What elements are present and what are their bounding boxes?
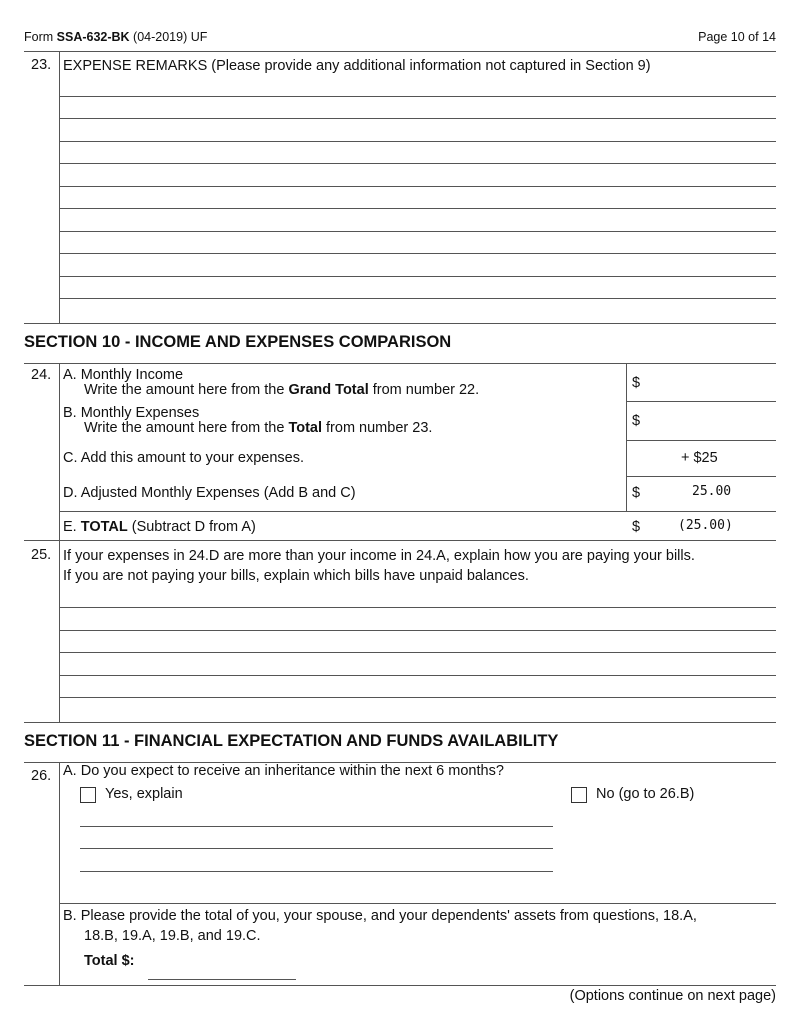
yes-label: Yes, explain bbox=[105, 786, 183, 802]
monthly-income-label: A. Monthly Income bbox=[63, 367, 184, 383]
inheritance-question: A. Do you expect to receive an inheritance within the next 6 months? bbox=[63, 763, 504, 779]
adjusted-expenses-label: D. Adjusted Monthly Expenses (Add B and C) bbox=[63, 485, 356, 501]
page-number: Page 10 of 14 bbox=[698, 30, 776, 44]
adjusted-expenses-value[interactable]: 25.00 bbox=[692, 484, 732, 499]
question-number: 25. bbox=[31, 547, 52, 563]
question-number: 23. bbox=[31, 57, 52, 73]
divider bbox=[24, 540, 776, 541]
divider bbox=[59, 903, 776, 904]
no-checkbox[interactable] bbox=[571, 787, 587, 803]
monthly-expenses-field[interactable]: $ bbox=[632, 413, 641, 429]
question-number: 24. bbox=[31, 367, 52, 383]
divider bbox=[59, 762, 60, 985]
form-number: SSA-632-BK bbox=[56, 30, 130, 44]
total-value[interactable]: (25.00) bbox=[678, 518, 733, 533]
currency-symbol: $ bbox=[632, 519, 641, 535]
divider bbox=[24, 985, 776, 986]
total-assets-label: Total $: bbox=[84, 953, 135, 969]
continue-note: (Options continue on next page) bbox=[569, 988, 776, 1004]
divider bbox=[59, 511, 776, 512]
divider bbox=[626, 476, 776, 477]
monthly-income-instruction: Write the amount here from the Grand Total from number 22. bbox=[84, 382, 480, 398]
assets-question-line2: 18.B, 19.A, 19.B, and 19.C. bbox=[84, 928, 261, 944]
divider bbox=[626, 440, 776, 441]
expense-remarks-label: EXPENSE REMARKS (Please provide any additional information not captured in Section 9) bbox=[63, 58, 651, 74]
form-prefix: Form bbox=[24, 30, 57, 44]
section-11-title: SECTION 11 - FINANCIAL EXPECTATION AND FUNDS AVAILABILITY bbox=[24, 732, 559, 750]
currency-symbol: $ bbox=[632, 485, 641, 501]
section-10-title: SECTION 10 - INCOME AND EXPENSES COMPARISON bbox=[24, 333, 452, 351]
no-label: No (go to 26.B) bbox=[596, 786, 695, 802]
yes-checkbox[interactable] bbox=[80, 787, 96, 803]
divider bbox=[24, 51, 776, 52]
question-number: 26. bbox=[31, 768, 52, 784]
divider bbox=[24, 323, 776, 324]
divider bbox=[626, 401, 776, 402]
divider bbox=[626, 363, 627, 511]
form-revision: (04-2019) UF bbox=[129, 30, 208, 44]
monthly-expenses-instruction: Write the amount here from the Total from number 23. bbox=[84, 420, 433, 436]
monthly-income-field[interactable]: $ bbox=[632, 375, 641, 391]
add-amount-label: C. Add this amount to your expenses. bbox=[63, 450, 304, 466]
divider bbox=[24, 722, 776, 723]
total-label: E. TOTAL (Subtract D from A) bbox=[63, 519, 256, 535]
q25-text-line1: If your expenses in 24.D are more than your income in 24.A, explain how you are paying your bills. bbox=[63, 548, 695, 564]
divider bbox=[24, 363, 776, 364]
divider bbox=[59, 540, 60, 722]
assets-question-line1: B. Please provide the total of you, your spouse, and your dependents' assets from questions, 18.A, bbox=[63, 908, 697, 924]
divider bbox=[59, 363, 60, 540]
total-assets-field[interactable] bbox=[148, 979, 296, 980]
add-amount-value: + $25 bbox=[681, 450, 718, 466]
q25-text-line2: If you are not paying your bills, explain which bills have unpaid balances. bbox=[63, 568, 529, 584]
monthly-expenses-label: B. Monthly Expenses bbox=[63, 405, 200, 421]
divider bbox=[59, 51, 60, 323]
form-id bbox=[24, 30, 207, 44]
